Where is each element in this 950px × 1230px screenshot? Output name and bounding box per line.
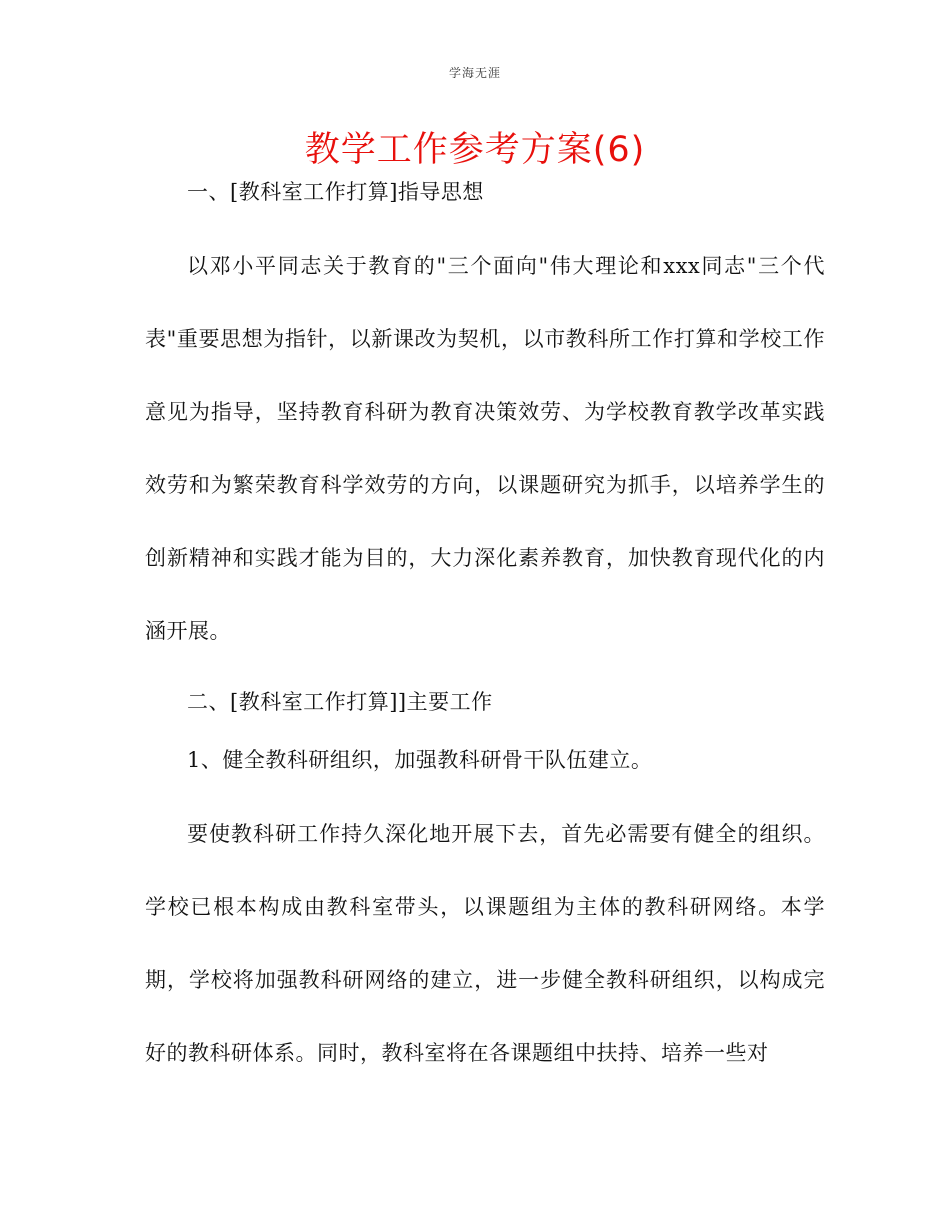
document-body — [145, 172, 825, 1090]
section-paragraph-1: 以邓小平同志关于教育的"三个面向"伟大理论和xxx同志"三个代表"重要思想为指针，以新课改为契机，以市教科所工作打算和学校工作意见为指导，坚持教育科研为教育决策效劳、为学校教育教学改革实践效劳和为繁荣教育科学效劳的方向，以课题研究为抓手，以培养学生的创新精神和实践才能为目的，大力深化素养教育，加快教育现代化的内涵开展。 — [145, 254, 825, 643]
section-subheading-2-1: 1、健全教科研组织，加强教科研骨干队伍建立。 — [187, 748, 653, 772]
document-title: 教学工作参考方案(6) — [304, 130, 646, 170]
section-paragraph-2: 要使教科研工作持久深化地开展下去，首先必需要有健全的组织。学校已根本构成由教科室带头，以课题组为主体的教科研网络。本学期，学校将加强教科研网络的建立，进一步健全教科研组织，以构成完好的教科研体系。同时，教科室将在各课题组中扶持、培养一些对 — [145, 822, 825, 1065]
section-heading-2: 二、[教科室工作打算]]主要工作 — [187, 690, 493, 714]
page-header: 学海无涯 — [448, 66, 501, 80]
section-heading-1: 一、[教科室工作打算]指导思想 — [187, 180, 484, 204]
